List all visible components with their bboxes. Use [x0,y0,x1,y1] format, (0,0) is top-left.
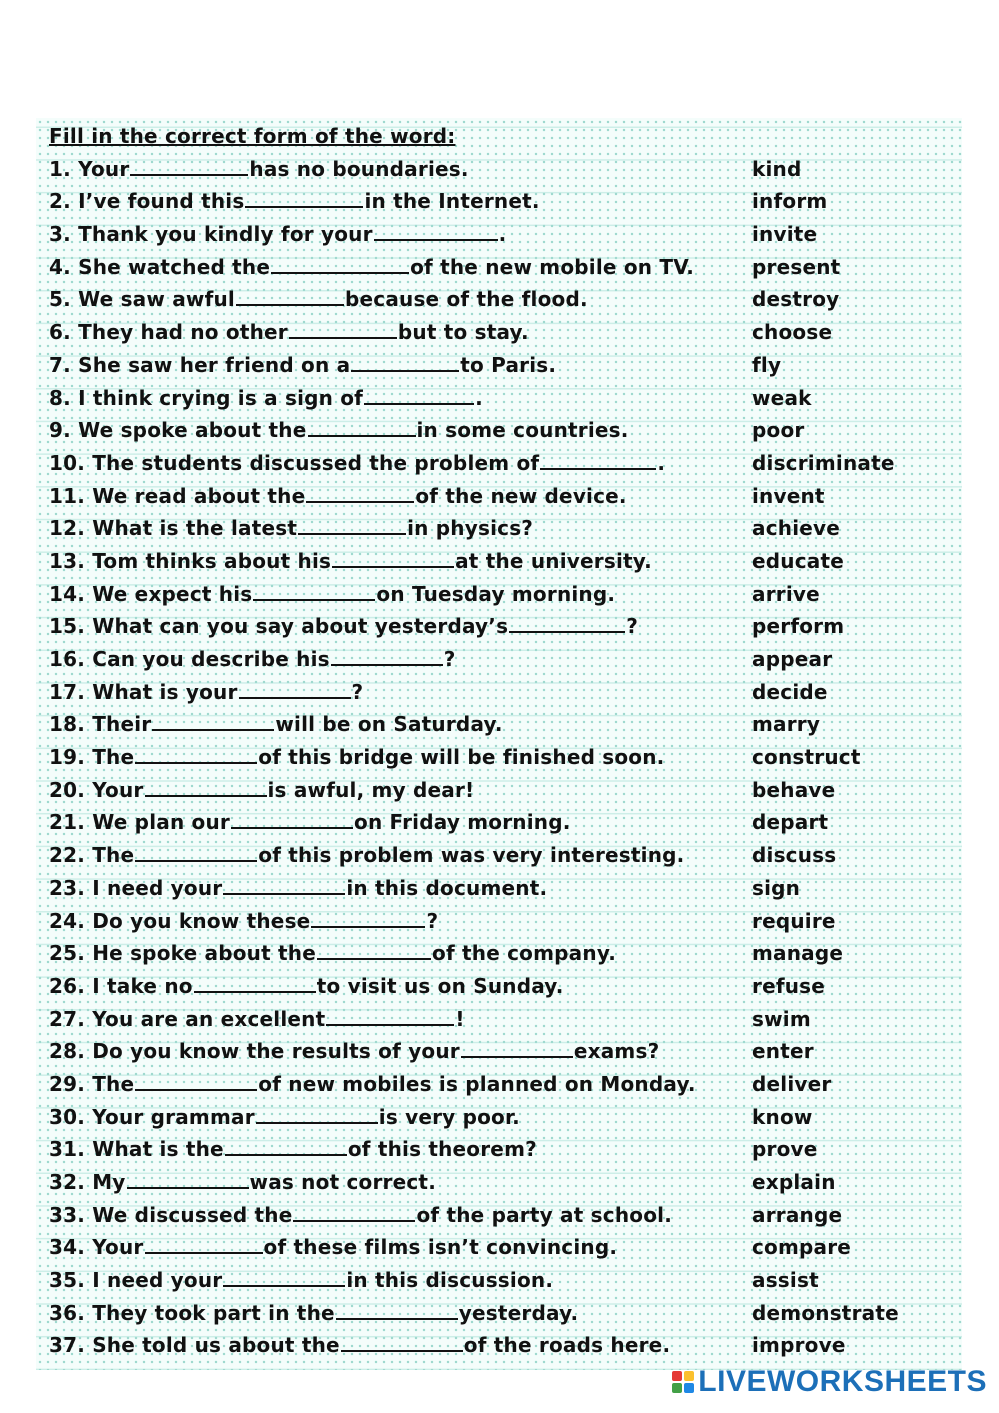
item-number: 13. [49,548,86,573]
answer-blank[interactable] [145,775,267,797]
exercise-row [49,1297,949,1330]
exercise-sentence [49,1329,670,1362]
sentence-start: She told us about the [92,1333,340,1358]
exercise-row [49,610,949,643]
answer-blank[interactable] [194,971,316,993]
exercise-row [49,741,949,774]
sentence-end: ! [455,1006,465,1031]
brand-name: LIVEWORKSHEETS [698,1365,987,1398]
base-word: educate [752,548,844,573]
sentence-end: . [657,450,666,475]
sentence-end: but to stay. [397,320,529,345]
answer-blank[interactable] [336,1298,458,1320]
item-number: 9. [49,418,71,443]
answer-blank[interactable] [256,1102,378,1124]
base-word: achieve [752,516,841,541]
base-word: manage [752,941,844,966]
sentence-start: We read about the [92,483,306,508]
answer-blank[interactable] [223,1265,345,1287]
item-number: 24. [49,908,86,933]
sentence-end: is awful, my dear! [267,777,475,802]
exercise-sentence [49,872,547,905]
answer-blank[interactable] [236,284,344,306]
exercise-row [49,676,949,709]
answer-blank[interactable] [311,906,425,928]
sentence-end: ? [626,614,638,639]
sentence-start: We saw awful [78,287,235,312]
base-word: prove [752,1137,818,1162]
logo-square [672,1383,682,1393]
item-number: 33. [49,1202,86,1227]
exercise-row [49,872,949,905]
base-word: appear [752,647,833,671]
sentence-start: Their [92,712,152,737]
sentence-end: will be on Saturday. [275,712,503,737]
logo-square [684,1383,694,1393]
exercise-row [49,283,949,316]
exercise-sentence [49,1231,617,1264]
answer-blank[interactable] [293,1200,415,1222]
exercise-row [49,251,949,284]
answer-blank[interactable] [341,1330,463,1352]
sentence-end: of the new mobile on TV. [410,254,695,279]
exercise-sentence [49,937,616,970]
exercise-sentence [49,480,627,513]
base-word: arrive [752,581,820,606]
liveworksheets-logo-icon [672,1371,694,1393]
answer-blank[interactable] [271,252,409,274]
answer-blank[interactable] [253,579,375,601]
item-number: 35. [49,1268,86,1293]
sentence-start: Do you know the results of your [92,1039,460,1064]
item-number: 11. [49,483,86,508]
exercise-row [49,708,949,741]
sentence-end: of the party at school. [416,1202,672,1227]
exercise-sentence [49,1035,659,1068]
sentence-start: Your [78,156,130,181]
exercise-sentence [49,218,506,251]
sentence-end: in physics? [407,516,534,541]
answer-blank[interactable] [509,611,625,633]
answer-blank[interactable] [317,938,431,960]
exercise-row [49,1199,949,1232]
exercise-sentence [49,185,540,218]
answer-blank[interactable] [374,219,498,241]
sentence-end: of this bridge will be finished soon. [258,745,665,770]
sentence-end: was not correct. [249,1170,436,1194]
answer-blank[interactable] [289,317,397,339]
exercise-row [49,905,949,938]
item-number: 8. [49,385,71,410]
exercise-sentence [49,806,571,839]
sentence-start: She watched the [78,254,271,279]
base-word: marry [752,712,821,737]
sentence-start: I need your [92,875,223,900]
exercise-sentence [49,1068,696,1101]
sentence-start: Your [92,777,144,802]
exercise-row [49,774,949,807]
base-word: kind [752,156,802,181]
exercise-row [49,414,949,447]
item-number: 26. [49,973,86,998]
exercise-list [49,153,949,1362]
item-number: 28. [49,1039,86,1064]
sentence-end: in this document. [346,875,548,900]
item-number: 15. [49,614,86,639]
item-number: 2. [49,189,71,214]
answer-blank[interactable] [364,383,474,405]
exercise-sentence [49,708,503,741]
sentence-end: . [475,385,483,410]
sentence-start: We expect his [92,581,253,606]
exercise-row [49,1329,949,1362]
exercise-sentence [49,251,694,284]
exercise-sentence [49,1003,465,1036]
sentence-end: in some countries. [416,418,629,443]
exercise-row [49,1101,949,1134]
sentence-start: They had no other [78,320,288,345]
sentence-end: in this discussion. [346,1268,554,1293]
base-word: demonstrate [752,1300,899,1325]
answer-blank[interactable] [225,1134,347,1156]
exercise-sentence [49,153,469,186]
exercise-row [49,937,949,970]
item-number: 36. [49,1300,86,1325]
base-word: deliver [752,1071,832,1096]
sentence-start: What can you say about yesterday’s [92,614,509,639]
exercise-row [49,1166,949,1199]
sentence-end: . [498,222,507,247]
answer-blank[interactable] [540,448,656,470]
base-word: present [752,254,841,279]
sentence-end: has no boundaries. [249,156,469,181]
exercise-sentence [49,1101,520,1134]
sentence-end: of the new device. [415,483,627,508]
answer-blank[interactable] [331,644,443,666]
sentence-end: of the roads here. [463,1333,671,1358]
base-word: swim [752,1006,811,1031]
answer-blank[interactable] [245,186,363,208]
base-word: arrange [752,1202,843,1227]
item-number: 1. [49,156,71,181]
exercise-row [49,578,949,611]
item-number: 14. [49,581,86,606]
base-word: discriminate [752,450,895,475]
item-number: 12. [49,516,86,541]
sentence-end: of the company. [432,941,617,966]
answer-blank[interactable] [298,513,406,535]
item-number: 3. [49,222,71,247]
sentence-start: They took part in the [92,1300,335,1325]
base-word: enter [752,1039,814,1064]
item-number: 34. [49,1235,86,1260]
answer-blank[interactable] [308,415,416,437]
item-number: 29. [49,1071,86,1096]
base-word: choose [752,320,833,345]
sentence-start: What is the latest [92,516,298,541]
sentence-start: I think crying is a sign of [78,385,364,410]
exercise-sentence [49,512,533,545]
answer-blank[interactable] [239,677,351,699]
item-number: 21. [49,810,86,835]
exercise-sentence [49,447,665,480]
base-word: weak [752,385,812,410]
sentence-end: ? [426,908,439,933]
base-word: destroy [752,287,840,312]
sentence-start: Thank you kindly for your [78,222,373,247]
exercise-sentence [49,905,438,938]
exercise-row [49,153,949,186]
sentence-end: ? [351,679,364,704]
worksheet [49,120,949,1362]
exercise-sentence [49,414,629,447]
base-word: compare [752,1235,852,1260]
sentence-start: My [92,1170,126,1194]
sentence-end: of this theorem? [347,1137,537,1162]
item-number: 20. [49,777,86,802]
exercise-sentence [49,610,638,643]
exercise-sentence [49,545,652,578]
exercise-sentence [49,1133,537,1166]
exercise-row [49,643,949,676]
base-word: discuss [752,843,837,868]
exercise-sentence [49,1199,672,1232]
item-number: 25. [49,941,86,966]
exercise-row [49,1068,949,1101]
exercise-sentence [49,741,664,774]
sentence-end: of this problem was very interesting. [258,843,685,868]
base-word: refuse [752,973,826,998]
sentence-end: to Paris. [460,352,557,377]
answer-blank[interactable] [152,709,274,731]
exercise-sentence [49,676,363,709]
item-number: 16. [49,647,86,671]
item-number: 4. [49,254,71,279]
exercise-sentence [49,316,529,349]
exercise-sentence [49,1264,553,1297]
item-number: 23. [49,875,86,900]
exercise-row [49,185,949,218]
exercise-row [49,1264,949,1297]
exercise-row [49,1035,949,1068]
sentence-end: on Friday morning. [354,810,571,835]
base-word: assist [752,1268,819,1293]
base-word: require [752,908,836,933]
base-word: fly [752,352,782,377]
exercise-sentence [49,283,588,316]
answer-blank[interactable] [461,1036,573,1058]
item-number: 37. [49,1333,86,1358]
sentence-start: The students discussed the problem of [92,450,540,475]
sentence-end: exams? [573,1039,660,1064]
exercise-row [49,1231,949,1264]
exercise-row [49,970,949,1003]
exercise-sentence [49,1297,578,1330]
exercise-row [49,512,949,545]
sentence-start: I’ve found this [78,189,245,214]
sentence-start: What is the [92,1137,224,1162]
base-word: poor [752,418,805,443]
sentence-start: Your [92,1235,144,1260]
item-number: 17. [49,679,86,704]
logo-square [672,1371,682,1381]
sentence-start: The [92,745,135,770]
item-number: 27. [49,1006,86,1031]
sentence-end: because of the flood. [344,287,588,312]
exercise-row [49,382,949,415]
sentence-end: of these films isn’t convincing. [263,1235,618,1260]
sentence-start: We discussed the [92,1202,293,1227]
sentence-start: The [92,843,135,868]
base-word: sign [752,875,801,900]
exercise-sentence [49,774,474,807]
item-number: 10. [49,450,86,475]
item-number: 18. [49,712,86,737]
exercise-row [49,839,949,872]
exercise-sentence [49,349,556,382]
sentence-start: We spoke about the [78,418,307,443]
sentence-start: He spoke about the [92,941,316,966]
item-number: 22. [49,843,86,868]
instruction-heading: Fill in the correct form of the word: [49,124,456,148]
sentence-end: of new mobiles is planned on Monday. [258,1071,696,1096]
sentence-end: yesterday. [458,1300,579,1325]
answer-blank[interactable] [326,1004,454,1026]
sentence-end: ? [443,647,456,671]
base-word: know [752,1104,813,1129]
item-number: 5. [49,287,71,312]
sentence-end: is very poor. [378,1104,520,1129]
exercise-sentence [49,839,684,872]
base-word: invite [752,222,818,247]
base-word: perform [752,614,845,639]
sentence-start: She saw her friend on a [78,352,351,377]
logo-square [684,1371,694,1381]
answer-blank[interactable] [135,840,257,862]
exercise-sentence [49,970,564,1003]
answer-blank[interactable] [135,742,257,764]
base-word: construct [752,745,861,770]
base-word: depart [752,810,829,835]
sentence-start: We plan our [92,810,230,835]
sentence-start: What is your [92,679,238,704]
answer-blank[interactable] [351,350,459,372]
exercise-row [49,1133,949,1166]
answer-blank[interactable] [306,481,414,503]
exercise-sentence [49,382,483,415]
item-number: 19. [49,745,86,770]
item-number: 31. [49,1137,86,1162]
sentence-start: You are an excellent [92,1006,326,1031]
answer-blank[interactable] [332,546,454,568]
answer-blank[interactable] [231,807,353,829]
exercise-row [49,806,949,839]
footer-logo [672,1365,987,1399]
item-number: 6. [49,320,71,345]
sentence-end: at the university. [455,548,652,573]
answer-blank[interactable] [135,1069,257,1091]
sentence-start: I need your [92,1268,223,1293]
item-number: 30. [49,1104,86,1129]
sentence-start: Do you know these [92,908,311,933]
answer-blank[interactable] [223,873,345,895]
sentence-start: Can you describe his [92,647,330,671]
sentence-end: to visit us on Sunday. [316,973,564,998]
item-number: 32. [49,1170,86,1194]
exercise-row [49,316,949,349]
sentence-start: The [92,1071,135,1096]
exercise-sentence [49,578,615,611]
sentence-end: on Tuesday morning. [376,581,616,606]
answer-blank[interactable] [130,154,248,176]
base-word: behave [752,777,836,802]
sentence-start: Tom thinks about his [92,548,332,573]
base-word: inform [752,189,828,214]
base-word: improve [752,1333,846,1358]
exercise-row [49,480,949,513]
exercise-row [49,1003,949,1036]
exercise-row [49,349,949,382]
exercise-row [49,545,949,578]
exercise-sentence [49,1166,436,1199]
answer-blank[interactable] [145,1232,263,1254]
sentence-start: Your grammar [92,1104,255,1129]
exercise-row [49,447,949,480]
item-number: 7. [49,352,71,377]
sentence-end: in the Internet. [364,189,540,214]
base-word: explain [752,1170,836,1194]
exercise-sentence [49,643,456,676]
sentence-start: I take no [92,973,193,998]
answer-blank[interactable] [127,1167,249,1189]
base-word: decide [752,679,828,704]
base-word: invent [752,483,825,508]
exercise-row [49,218,949,251]
